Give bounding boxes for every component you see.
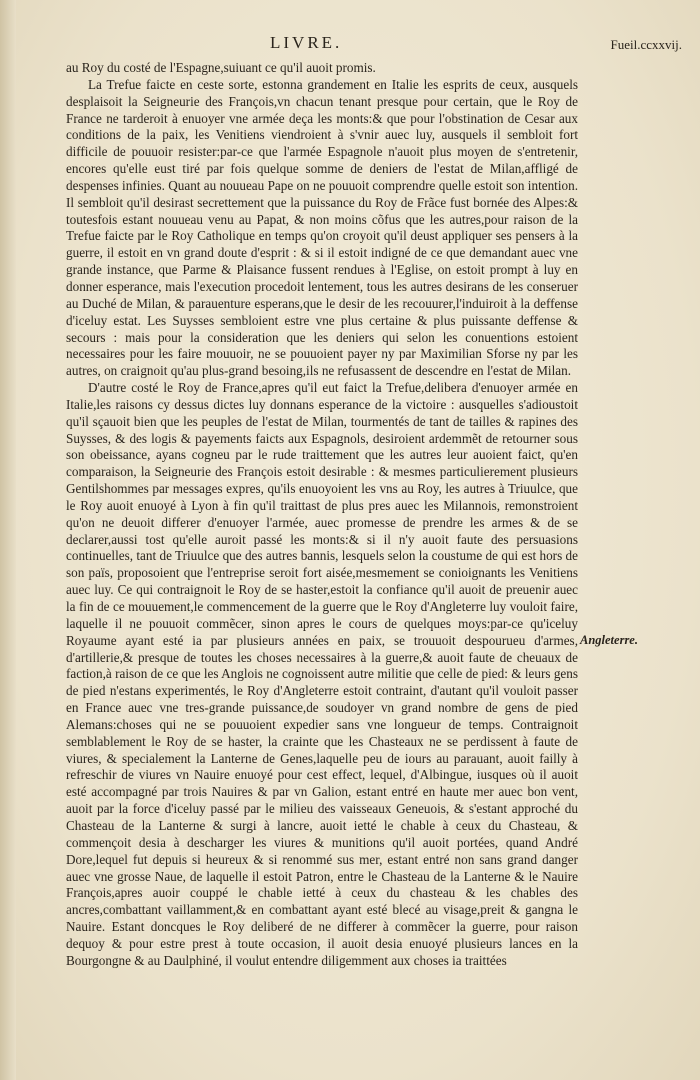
paragraph: D'autre costé le Roy de France,apres qu'il eut faict la Trefue,delibera d'enuoyer armée en Italie,les raisons cy dessus dictes luy donnans esperance de la victoire : ausquelles s'adioustoit qu'il sçauoit bien que les peuples de l'estat de Milan, tourmentés de tant de tailles & rapines des Suysses, & des logis & payements faicts aux Espagnols, desiroient ardemmẽt de retourner sous son obeissance, ayans cogneu par le rude traittement que les autres leur auoient faict, qu'en comparaison, la Seigneurie des François estoit desirable : & mesmes particulierement plusieurs Gentilshommes par messages expres, qu'ils enuoyoient les vns au Roy, les autres à Triuulce, que le Roy auoit enuoyé à Lyon à fin qu'il traittast de plus pres auec les Milannois, remonstroient qu'on ne deuoit differer d'enuoyer l'armée, auec promesse de prendre les armes & de se declarer,aussi tost qu'elle auroit passé les monts:& si il n'y auoit faute des persuasions continuelles, tant de Triuulce que des autres bannis, lesquels selon la coustume de qui est hors de son païs, proposoient que l'entreprise seroit fort aisée,mesmement se conioignants les Venitiens auec luy. Ce qui contraignoit le Roy de se haster,estoit la confiance qu'il auoit de preuenir auec la fin de ce mouuement,le commencement de la guerre que le Roy d'Angleterre luy vouloit faire, laquelle il ne pouuoit commẽcer, sinon apres le cours de quelques moys:par-ce qu'iceluy Royaume ayant esté ia par plusieurs années en paix, se trouuoit despourueu d'armes, d'artillerie,& presque de toutes les choses necessaires à la guerre,& auoit faute de cheuaux de faction,à raison de ce que les Anglois ne cognoissent autre militie que celle de pied: & leurs gens de pied n'estans experimentés, le Roy d'Angleterre estoit contraint, d'autant qu'il vouloit passer en France auec vne tres-grande puissance,de soudoyer vn grand nombre de gens de pied Alemans:choses qui ne se pouuoient expedier sans vne longueur de temps. Contraignoit semblablement le Roy de se haster, la crainte que les Chasteaux ne se perdissent à faute de viures, & specialement la Lanterne de Genes,laquelle peu de iours au parauant, auoit failly à refreschir de viures vn Nauire enuoyé pour cest effect, lequel, d'Albingue, iusques où il auoit esté accompagné par trois Nauires & par vn Galion, estant entré en haute mer auec bon vent, auoit par la force d'iceluy passé par le milieu des vaisseaux Geneuois, & s'estant approché du Chasteau de la Lanterne & surgi à lancre, auoit ietté le chable à ceux du Chasteau, & commençoit desia à descharger les viures & munitions qu'il auoit portées, quand André Dore,lequel fut depuis si heureux & si renommé sus mer, estant entré non sans grand danger auec vne grosse Naue, de laquelle il estoit Patron, entre le Chasteau de la Lanterne & le Nauire François,apres auoir couppé le chable ietté à ceux du chasteau & les chables des ancres,combattant vaillamment,& en combattant ayant esté blecé au visage,preit & gangna le Nauire. Estant doncques le Roy deliberé de ne differer à commẽcer la guerre, pour raison dequoy & pour estre prest à toute occasion, il auoit desia enuoyé plusieurs lances en la Bourgongne & au Daulphiné, il voulut entendre diligemment aux choses ia traittées [66, 380, 578, 968]
running-header-title: LIVRE. [270, 33, 343, 52]
margin-note: Angleterre. [580, 633, 638, 647]
page-gutter [0, 0, 16, 1080]
folio-number: Fueil.ccxxvij. [610, 37, 682, 52]
paragraph: au Roy du costé de l'Espagne,suiuant ce qu'il auoit promis. [66, 60, 376, 75]
paragraph: La Trefue faicte en ceste sorte, estonna grandement en Italie les esprits de ceux, ausquels desplaisoit la Seigneurie des François,vn chacun tenant presque pour certain, que le Roy de France ne tarderoit à enuoyer vne armée deça les monts:& que pour l'obstination de Cesar aux conditions de la paix, les Venitiens viendroient à s'vnir auec luy, ausquels il sembloit fort difficile de pouuoir resister:par-ce que l'armée Espagnole n'auoit plus moyen de s'entretenir, encores qu'elle eust tiré par fois quelque somme de deniers de l'estat de Milan,affligé de despenses infinies. Quant au nouueau Pape on ne pouuoit comprendre quelle estoit son intention. Il sembloit qu'il desirast secrettement que la puissance du Roy de Frãce fust bornée des Alpes:& toutesfois estant nouueau venu au Papat, & non moins cõfus que les autres,pour raison de la Trefue faicte par le Roy Catholique en temps qu'on croyoit qu'il deust appliquer ses pensers à la guerre, il estoit en vn grand doute d'esprit : & si il estoit indigné de ce que demandant auec vne grande instance, que Parme & Plaisance fussent rendues à l'Eglise, on estoit prompt à luy en donner esperance, mais l'execution procedoit lentement, tous les autres desirans de les conseruer au Duché de Milan, & parauenture esperans,que le desir de les recouurer,l'induiroit à la deffense d'iceluy estat. Les Suysses sembloient estre vne plus certaine & plus puissante deffense & secours : mais pour la consideration que les deniers qui selon les conuentions estoient necessaires pour les faire mouuoir, ne se pouuoient payer ny par Maximilian Sforse ny par les autres, on craignoit qu'au plus-grand besoing,ils ne refusassent de descendre en l'estat de Milan. [66, 76, 578, 379]
body-text [66, 60, 578, 970]
